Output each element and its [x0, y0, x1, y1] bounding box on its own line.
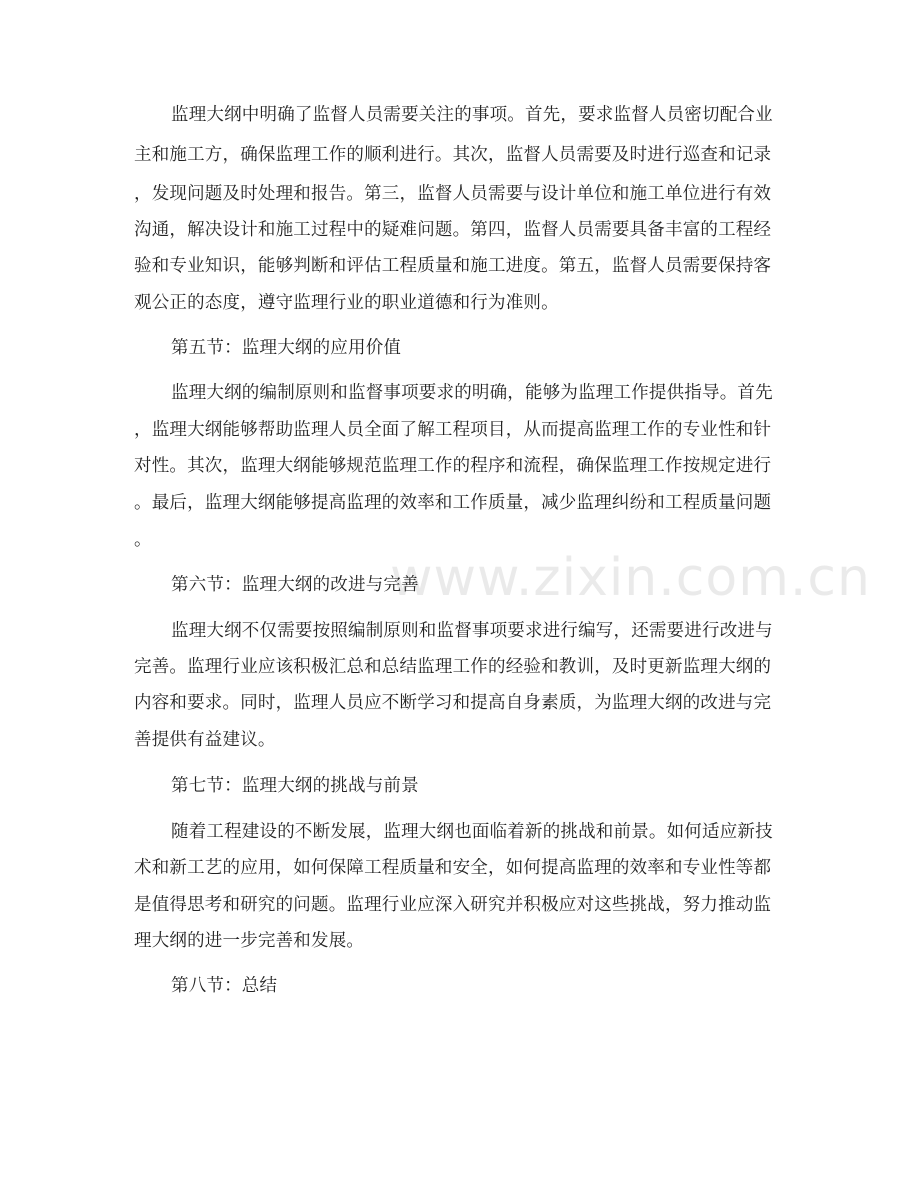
- paragraph-line: 术和新工艺的应用，如何保障工程质量和安全，如何提高监理的效率和专业性等都: [134, 858, 772, 878]
- paragraph-line: 善提供有益建议。: [134, 730, 276, 750]
- paragraph-line: 理大纲的进一步完善和发展。: [134, 931, 365, 951]
- paragraph-line: 主和施工方，确保监理工作的顺利进行。其次，监督人员需要及时进行巡查和记录: [134, 145, 772, 165]
- paragraph-line: 监理大纲的编制原则和监督事项要求的明确，能够为监理工作提供指导。首先: [171, 383, 773, 403]
- paragraph-line: ，监理大纲能够帮助监理人员全面了解工程项目，从而提高监理工作的专业性和针: [134, 420, 772, 440]
- heading-text: 第五节：监理大纲的应用价值: [171, 338, 402, 358]
- heading-text: 第七节：监理大纲的挑战与前景: [171, 776, 419, 796]
- paragraph-line: 监理大纲不仅需要按照编制原则和监督事项要求进行编写，还需要进行改进与: [171, 621, 773, 641]
- paragraph-line: 沟通，解决设计和施工过程中的疑难问题。第四，监督人员需要具备丰富的工程经: [134, 220, 772, 240]
- paragraph-line: 验和专业知识，能够判断和评估工程质量和施工进度。第五，监督人员需要保持客: [134, 256, 772, 276]
- paragraph-line: ，发现问题及时处理和报告。第三，监督人员需要与设计单位和施工单位进行有效: [134, 184, 772, 204]
- paragraph-line: 。: [134, 530, 152, 550]
- paragraph-line: 随着工程建设的不断发展，监理大纲也面临着新的挑战和前景。如何适应新技: [171, 822, 773, 842]
- paragraph-line: 监理大纲中明确了监督人员需要关注的事项。首先，要求监督人员密切配合业: [171, 105, 773, 125]
- paragraph-line: 对性。其次，监理大纲能够规范监理工作的程序和流程，确保监理工作按规定进行: [134, 456, 772, 476]
- paragraph-line: 内容和要求。同时，监理人员应不断学习和提高自身素质，为监理大纲的改进与完: [134, 693, 772, 713]
- heading-text: 第八节：总结: [171, 976, 278, 996]
- paragraph-line: 。最后，监理大纲能够提高监理的效率和工作质量，减少监理纠纷和工程质量问题: [134, 493, 772, 513]
- heading-text: 第六节：监理大纲的改进与完善: [171, 575, 419, 595]
- paragraph-line: 观公正的态度，遵守监理行业的职业道德和行为准则。: [134, 293, 559, 313]
- paragraph-line: 是值得思考和研究的问题。监理行业应深入研究并积极应对这些挑战，努力推动监: [134, 895, 772, 915]
- paragraph-line: 完善。监理行业应该积极汇总和总结监理工作的经验和教训，及时更新监理大纲的: [134, 657, 772, 677]
- watermark-text: www.zixin.com.cn: [390, 548, 871, 608]
